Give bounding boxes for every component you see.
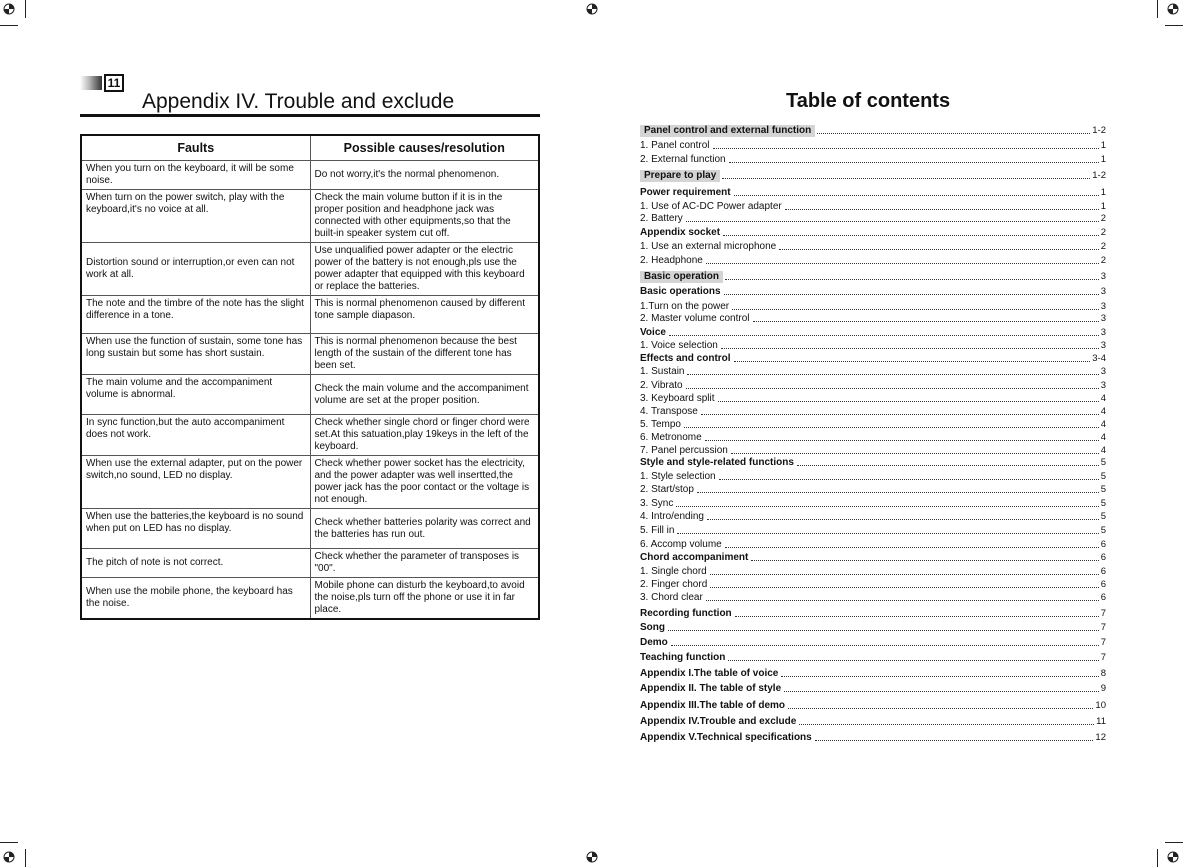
toc-entry-page: 6 xyxy=(1100,566,1106,577)
toc-entry[interactable] xyxy=(640,285,1106,298)
registration-mark-bottom-right xyxy=(1166,850,1180,864)
toc-entry-label: 5. Fill in xyxy=(640,525,675,536)
page-title: Appendix IV. Trouble and exclude xyxy=(142,90,455,113)
toc-entry-page: 3-4 xyxy=(1092,353,1106,364)
toc-dot-leader xyxy=(723,235,1099,236)
toc-entry-page: 5 xyxy=(1100,457,1106,468)
fault-cell: The pitch of note is not correct. xyxy=(81,549,310,578)
toc-entry[interactable] xyxy=(640,524,1106,537)
toc-dot-leader xyxy=(713,148,1099,149)
toc-entry[interactable] xyxy=(640,470,1106,483)
toc-entry-label: Basic operation xyxy=(640,271,723,283)
toc-entry-page: 5 xyxy=(1100,525,1106,536)
fault-cell: When you turn on the keyboard, it will be some noise. xyxy=(81,161,310,190)
toc-dot-leader xyxy=(785,209,1099,210)
toc-entry-label: Appendix IV.Trouble and exclude xyxy=(640,716,797,727)
toc-entry-label: Voice xyxy=(640,327,666,338)
toc-dot-leader xyxy=(687,374,1098,375)
toc-entry[interactable] xyxy=(640,212,1106,225)
resolution-cell: This is normal phenomenon caused by different tone sample diapason. xyxy=(310,296,539,334)
table-row xyxy=(81,456,539,509)
toc-entry-page: 3 xyxy=(1100,380,1106,391)
toc-entry-label: Appendix III.The table of demo xyxy=(640,700,786,711)
crop-line xyxy=(0,25,18,26)
title-underline xyxy=(80,114,540,117)
fault-cell: Distortion sound or interruption,or even can not work at all. xyxy=(81,243,310,296)
resolution-cell: Use unqualified power adapter or the electric power of the battery is not enough,pls use the power adapter that equipped with this keyboard or replace the batteries. xyxy=(310,243,539,296)
toc-entry-page: 2 xyxy=(1100,213,1106,224)
fault-cell: When use the function of sustain, some tone has long sustain but some has short sustain. xyxy=(81,334,310,375)
toc-dot-leader xyxy=(732,309,1099,310)
toc-dot-leader xyxy=(701,414,1099,415)
toc-entry-page: 1 xyxy=(1100,201,1106,212)
toc-dot-leader xyxy=(817,133,1090,134)
toc-dot-leader xyxy=(815,740,1094,741)
toc-dot-leader xyxy=(725,279,1099,280)
toc-entry[interactable] xyxy=(640,510,1106,523)
toc-dot-leader xyxy=(671,645,1099,646)
toc-dot-leader xyxy=(686,221,1099,222)
toc-entry[interactable] xyxy=(640,715,1106,728)
toc-entry[interactable] xyxy=(640,270,1106,283)
toc-dot-leader xyxy=(697,492,1099,493)
resolution-cell: Check whether batteries polarity was correct and the batteries has run out. xyxy=(310,509,539,549)
column-header-faults: Faults xyxy=(81,135,310,161)
toc-entry[interactable] xyxy=(640,339,1106,352)
toc-dot-leader xyxy=(784,691,1099,692)
toc-entry-label: 1. Use of AC-DC Power adapter xyxy=(640,201,782,212)
toc-entry-page: 3 xyxy=(1100,340,1106,351)
toc-entry-label: Prepare to play xyxy=(640,170,720,182)
crop-line xyxy=(1165,25,1183,26)
toc-entry[interactable] xyxy=(640,607,1106,620)
resolution-cell: Check whether single chord or finger chord were set.At this satuation,play 19keys in the left of the keyboard. xyxy=(310,415,539,456)
toc-entry-label: Appendix I.The table of voice xyxy=(640,668,779,679)
toc-entry-page: 4 xyxy=(1100,393,1106,404)
toc-entry-label: Teaching function xyxy=(640,652,726,663)
crop-line xyxy=(0,842,18,843)
toc-entry-page: 3 xyxy=(1100,286,1106,297)
resolution-cell: Check the main volume button if it is in the proper position and headphone jack was connected with other equipments,so that the built-in speaker system cut off. xyxy=(310,190,539,243)
toc-entry[interactable] xyxy=(640,124,1106,137)
toc-entry-page: 7 xyxy=(1100,622,1106,633)
toc-entry[interactable] xyxy=(640,565,1106,578)
toc-entry-label: 2. Battery xyxy=(640,213,683,224)
resolution-cell: Check whether power socket has the electricity, and the power adapter was well insertted,the power jack has the poor contact or the voltage is not enough. xyxy=(310,456,539,509)
toc-entry-page: 3 xyxy=(1100,366,1106,377)
crop-line xyxy=(25,849,26,867)
fault-cell: When use the external adapter, put on the power switch,no sound, LED no display. xyxy=(81,456,310,509)
crop-line xyxy=(1165,842,1183,843)
registration-mark-top-center xyxy=(585,2,599,16)
toc-entry-page: 1 xyxy=(1100,154,1106,165)
table-row xyxy=(81,549,539,578)
toc-dot-leader xyxy=(799,724,1094,725)
resolution-cell: Do not worry,it's the normal phenomenon. xyxy=(310,161,539,190)
column-header-resolution: Possible causes/resolution xyxy=(310,135,539,161)
toc-entry[interactable] xyxy=(640,326,1106,339)
page-number-badge xyxy=(80,74,128,92)
toc-entry[interactable] xyxy=(640,254,1106,267)
toc-dot-leader xyxy=(710,574,1099,575)
toc-entry-label: Recording function xyxy=(640,608,732,619)
toc-dot-leader xyxy=(734,195,1099,196)
toc-entry-page: 7 xyxy=(1100,608,1106,619)
toc-entry-page: 4 xyxy=(1100,445,1106,456)
toc-entry-page: 10 xyxy=(1095,700,1106,711)
toc-entry[interactable] xyxy=(640,431,1106,444)
toc-entry[interactable] xyxy=(640,497,1106,510)
table-header-row xyxy=(81,135,539,161)
toc-entry-page: 11 xyxy=(1096,716,1106,727)
table-row xyxy=(81,190,539,243)
toc-dot-leader xyxy=(725,547,1099,548)
toc-dot-leader xyxy=(731,453,1099,454)
toc-dot-leader xyxy=(734,361,1091,362)
toc-dot-leader xyxy=(779,249,1099,250)
toc-entry[interactable] xyxy=(640,312,1106,325)
toc-entry[interactable] xyxy=(640,153,1106,166)
toc-entry-label: 5. Tempo xyxy=(640,419,681,430)
toc-dot-leader xyxy=(797,465,1099,466)
toc-entry-label: 3. Keyboard split xyxy=(640,393,715,404)
toc-entry-page: 4 xyxy=(1100,432,1106,443)
toc-entry-page: 2 xyxy=(1100,241,1106,252)
toc-entry[interactable] xyxy=(640,365,1106,378)
toc-entry[interactable] xyxy=(640,226,1106,239)
toc-entry[interactable] xyxy=(640,139,1106,152)
toc-entry-label: 2. Finger chord xyxy=(640,579,708,590)
toc-entry-label: 2. Vibrato xyxy=(640,380,683,391)
toc-entry-label: 6. Metronome xyxy=(640,432,702,443)
fault-cell: In sync function,but the auto accompaniment does not work. xyxy=(81,415,310,456)
registration-mark-bottom-left xyxy=(2,850,16,864)
toc-entry-label: Chord accompaniment xyxy=(640,552,749,563)
toc-title: Table of contents xyxy=(786,90,951,112)
toc-dot-leader xyxy=(677,533,1098,534)
toc-dot-leader xyxy=(706,263,1099,264)
toc-entry[interactable] xyxy=(640,418,1106,431)
toc-entry[interactable] xyxy=(640,379,1106,392)
toc-entry[interactable] xyxy=(640,591,1106,604)
toc-entry-label: Power requirement xyxy=(640,187,731,198)
toc-entry[interactable] xyxy=(640,667,1106,680)
toc-dot-leader xyxy=(735,616,1099,617)
toc-entry-page: 7 xyxy=(1100,652,1106,663)
toc-entry-page: 3 xyxy=(1100,301,1106,312)
toc-entry-page: 3 xyxy=(1100,271,1106,282)
toc-dot-leader xyxy=(676,506,1098,507)
toc-entry-label: Demo xyxy=(640,637,668,648)
resolution-cell: Check whether the parameter of transposes is "00". xyxy=(310,549,539,578)
toc-entry[interactable] xyxy=(640,169,1106,182)
toc-entry-label: 2. Master volume control xyxy=(640,313,750,324)
toc-entry-page: 5 xyxy=(1100,498,1106,509)
resolution-cell: This is normal phenomenon because the best length of the sustain of the different tone has been set. xyxy=(310,334,539,375)
fault-cell: The main volume and the accompaniment volume is abnormal. xyxy=(81,375,310,415)
toc-entry-label: Style and style-related functions xyxy=(640,457,794,468)
table-row xyxy=(81,296,539,334)
toc-entry[interactable] xyxy=(640,352,1106,365)
toc-dot-leader xyxy=(724,294,1099,295)
toc-dot-leader xyxy=(781,676,1098,677)
fault-cell: The note and the timbre of the note has the slight difference in a tone. xyxy=(81,296,310,334)
toc-entry[interactable] xyxy=(640,240,1106,253)
toc-entry-page: 1 xyxy=(1100,187,1106,198)
toc-entry-label: 1. Style selection xyxy=(640,471,716,482)
toc-entry-page: 4 xyxy=(1100,419,1106,430)
toc-entry-page: 7 xyxy=(1100,637,1106,648)
crop-line xyxy=(1157,849,1158,867)
toc-entry[interactable] xyxy=(640,456,1106,469)
toc-entry-label: Song xyxy=(640,622,665,633)
toc-entry[interactable] xyxy=(640,186,1106,199)
toc-dot-leader xyxy=(710,587,1098,588)
toc-entry-label: 6. Accomp volume xyxy=(640,539,722,550)
toc-dot-leader xyxy=(729,162,1099,163)
toc-entry-page: 5 xyxy=(1100,511,1106,522)
toc-dot-leader xyxy=(788,708,1093,709)
table-row xyxy=(81,578,539,620)
toc-entry-page: 5 xyxy=(1100,484,1106,495)
toc-entry-label: Appendix socket xyxy=(640,227,721,238)
toc-dot-leader xyxy=(686,388,1099,389)
toc-entry-page: 1 xyxy=(1100,140,1106,151)
toc-dot-leader xyxy=(669,335,1099,336)
toc-entry-label: 2. External function xyxy=(640,154,726,165)
registration-mark-top-right xyxy=(1166,2,1180,16)
page-number: 11 xyxy=(107,76,121,90)
toc-entry-page: 1-2 xyxy=(1092,170,1106,181)
toc-dot-leader xyxy=(718,401,1099,402)
toc-entry[interactable] xyxy=(640,392,1106,405)
page-number-bar xyxy=(80,76,102,90)
toc-entry-label: 1. Voice selection xyxy=(640,340,718,351)
toc-entry-page: 2 xyxy=(1100,255,1106,266)
toc-dot-leader xyxy=(706,600,1099,601)
toc-entry-label: 4. Transpose xyxy=(640,406,698,417)
toc-entry-label: 4. Intro/ending xyxy=(640,511,704,522)
toc-entry-page: 9 xyxy=(1100,683,1106,694)
trouble-table xyxy=(80,134,540,620)
toc-dot-leader xyxy=(753,321,1099,322)
toc-entry[interactable] xyxy=(640,538,1106,551)
resolution-cell: Check the main volume and the accompaniment volume are set at the proper position. xyxy=(310,375,539,415)
toc-dot-leader xyxy=(668,630,1099,631)
toc-entry-label: 2. Start/stop xyxy=(640,484,694,495)
table-row xyxy=(81,375,539,415)
registration-mark-bottom-center xyxy=(585,850,599,864)
toc-entry-page: 3 xyxy=(1100,313,1106,324)
toc-entry-label: Panel control and external function xyxy=(640,125,815,137)
toc-entry[interactable] xyxy=(640,651,1106,664)
toc-entry[interactable] xyxy=(640,483,1106,496)
toc-entry[interactable] xyxy=(640,731,1106,744)
toc-entry-label: Appendix V.Technical specifications xyxy=(640,732,812,743)
fault-cell: When turn on the power switch, play with the keyboard,it's no voice at all. xyxy=(81,190,310,243)
toc-entry-page: 3 xyxy=(1100,327,1106,338)
fault-cell: When use the batteries,the keyboard is no sound when put on LED has no display. xyxy=(81,509,310,549)
toc-entry-label: 1. Panel control xyxy=(640,140,710,151)
toc-entry-page: 2 xyxy=(1100,227,1106,238)
toc-entry[interactable] xyxy=(640,699,1106,712)
toc-entry[interactable] xyxy=(640,551,1106,564)
toc-entry-label: 1. Use an external microphone xyxy=(640,241,777,252)
toc-entry-label: Basic operations xyxy=(640,286,721,297)
toc-dot-leader xyxy=(707,519,1099,520)
toc-entry-label: 3. Chord clear xyxy=(640,592,703,603)
resolution-cell: Mobile phone can disturb the keyboard,to avoid the noise,pls turn off the phone or use it in far place. xyxy=(310,578,539,620)
table-row xyxy=(81,334,539,375)
toc-entry-page: 8 xyxy=(1100,668,1106,679)
registration-mark-top-left xyxy=(2,2,16,16)
toc-entry-page: 6 xyxy=(1100,539,1106,550)
crop-line xyxy=(25,0,26,18)
toc-entry-page: 6 xyxy=(1100,552,1106,563)
toc-dot-leader xyxy=(728,660,1098,661)
toc-dot-leader xyxy=(684,427,1099,428)
table-row xyxy=(81,415,539,456)
toc-entry[interactable] xyxy=(640,621,1106,634)
toc-dot-leader xyxy=(705,440,1099,441)
toc-entry-page: 5 xyxy=(1100,471,1106,482)
fault-cell: When use the mobile phone, the keyboard has the noise. xyxy=(81,578,310,620)
toc-entry-label: 3. Sync xyxy=(640,498,674,509)
toc-entry-page: 1-2 xyxy=(1092,125,1106,136)
toc-entry-label: 1. Sustain xyxy=(640,366,685,377)
crop-line xyxy=(1157,0,1158,18)
table-row xyxy=(81,509,539,549)
toc-entry-page: 6 xyxy=(1100,592,1106,603)
toc-entry[interactable] xyxy=(640,636,1106,649)
toc-entry-label: Appendix II. The table of style xyxy=(640,683,782,694)
toc-entry-label: 7. Panel percussion xyxy=(640,445,728,456)
toc-entry-page: 6 xyxy=(1100,579,1106,590)
toc-entry[interactable] xyxy=(640,578,1106,591)
toc-entry-label: 1.Turn on the power xyxy=(640,301,730,312)
toc-entry[interactable] xyxy=(640,682,1106,695)
toc-entry-page: 12 xyxy=(1095,732,1106,743)
toc-dot-leader xyxy=(719,479,1099,480)
toc-entry-page: 4 xyxy=(1100,406,1106,417)
toc-dot-leader xyxy=(722,178,1090,179)
toc-entry[interactable] xyxy=(640,405,1106,418)
toc-dot-leader xyxy=(721,348,1099,349)
table-row xyxy=(81,243,539,296)
toc-entry-label: Effects and control xyxy=(640,353,731,364)
page-number-box xyxy=(104,74,124,92)
table-row xyxy=(81,161,539,190)
toc-dot-leader xyxy=(751,560,1098,561)
toc-entry-label: 2. Headphone xyxy=(640,255,703,266)
toc-entry-label: 1. Single chord xyxy=(640,566,707,577)
